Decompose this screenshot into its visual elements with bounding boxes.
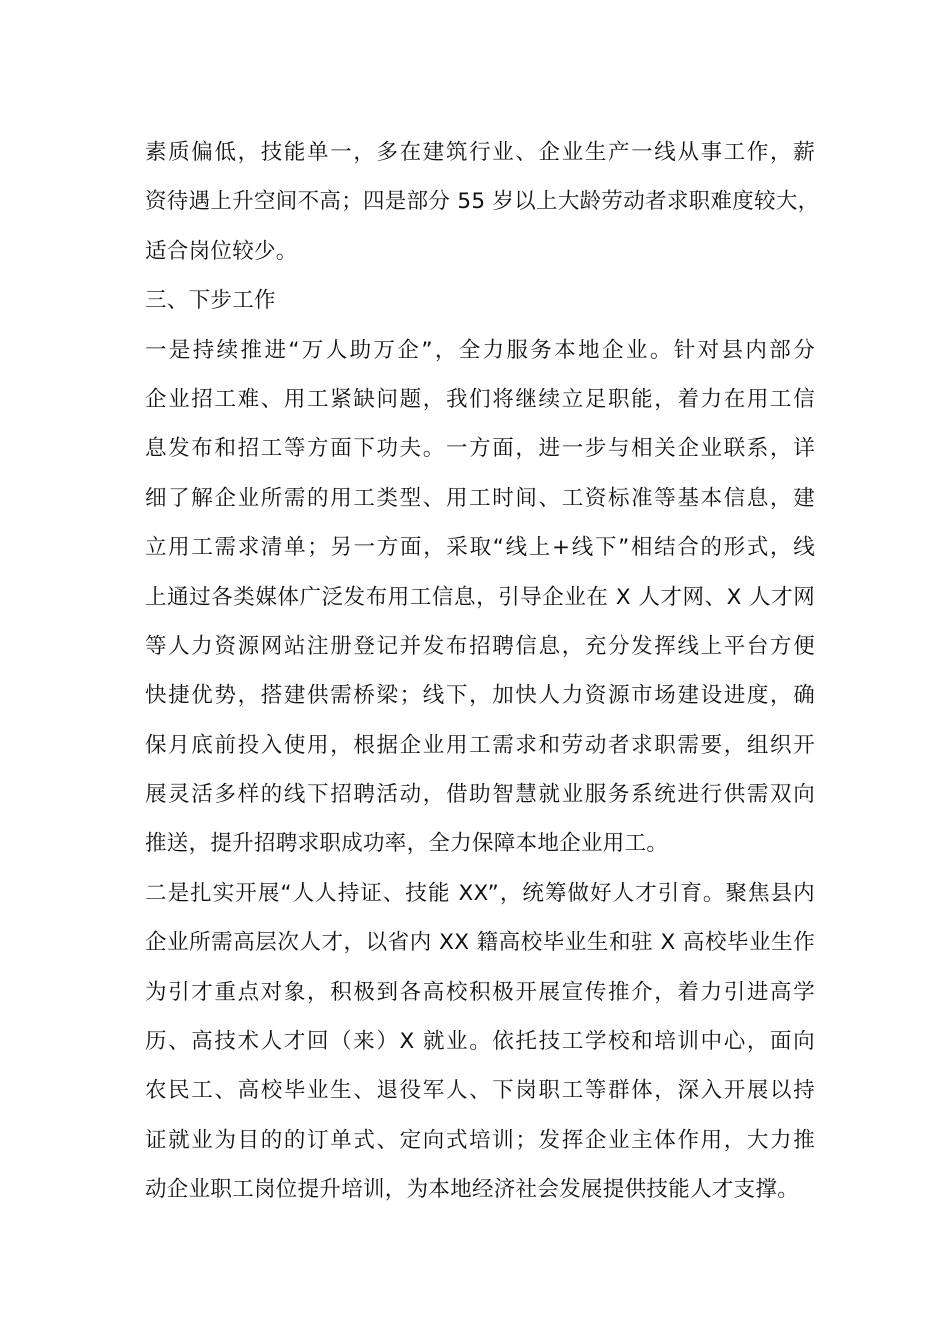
text-line: 快捷优势，搭建供需桥梁；线下，加快人力资源市场建设进度，确: [145, 683, 815, 709]
text-line: 息发布和招工等方面下功夫。一方面，进一步与相关企业联系，详: [145, 436, 815, 462]
text-line: 资待遇上升空间不高；四是部分 55 岁以上大龄劳动者求职难度较大，: [145, 189, 820, 215]
text-line: 保月底前投入使用，根据企业用工需求和劳动者求职需要，组织开: [145, 732, 815, 758]
text-line: 细了解企业所需的用工类型、用工时间、工资标准等基本信息，建: [145, 485, 815, 511]
text-line: 素质偏低，技能单一，多在建筑行业、企业生产一线从事工作，薪: [145, 140, 815, 165]
text-line: 企业所需高层次人才，以省内 XX 籍高校毕业生和驻 X 高校毕业生作: [145, 930, 815, 956]
text-line: 企业招工难、用工紧缺问题，我们将继续立足职能，着力在用工信: [145, 386, 815, 412]
text-line: 二是扎实开展“人人持证、技能 XX”，统筹做好人才引育。聚焦县内: [145, 880, 815, 906]
text-line: 上通过各类媒体广泛发布用工信息，引导企业在 X 人才网、X 人才网: [145, 584, 815, 610]
document-body: [145, 128, 820, 1215]
text-line: 农民工、高校毕业生、退役军人、下岗职工等群体，深入开展以持: [145, 1078, 815, 1104]
text-line: 立用工需求清单；另一方面，采取“线上+线下”相结合的形式，线: [145, 535, 815, 561]
text-line: 推送，提升招聘求职成功率，全力保障本地企业用工。: [145, 831, 669, 857]
text-line: 等人力资源网站注册登记并发布招聘信息，充分发挥线上平台方便: [145, 633, 815, 659]
text-line: 为引才重点对象，积极到各高校积极开展宣传推介，着力引进高学: [145, 979, 815, 1005]
text-line: 适合岗位较少。: [145, 238, 298, 264]
text-line: 历、高技术人才回（来）X 就业。依托技工学校和培训中心，面向: [145, 1029, 815, 1055]
text-line: 证就业为目的的订单式、定向式培训；发挥企业主体作用，大力推: [145, 1127, 815, 1153]
text-line: 一是持续推进“万人助万企”，全力服务本地企业。针对县内部分: [145, 337, 815, 363]
section-heading: 三、下步工作: [145, 288, 276, 314]
text-line: 展灵活多样的线下招聘活动，借助智慧就业服务系统进行供需双向: [145, 782, 815, 808]
text-line: 动企业职工岗位提升培训，为本地经济社会发展提供技能人才支撑。: [145, 1177, 800, 1203]
